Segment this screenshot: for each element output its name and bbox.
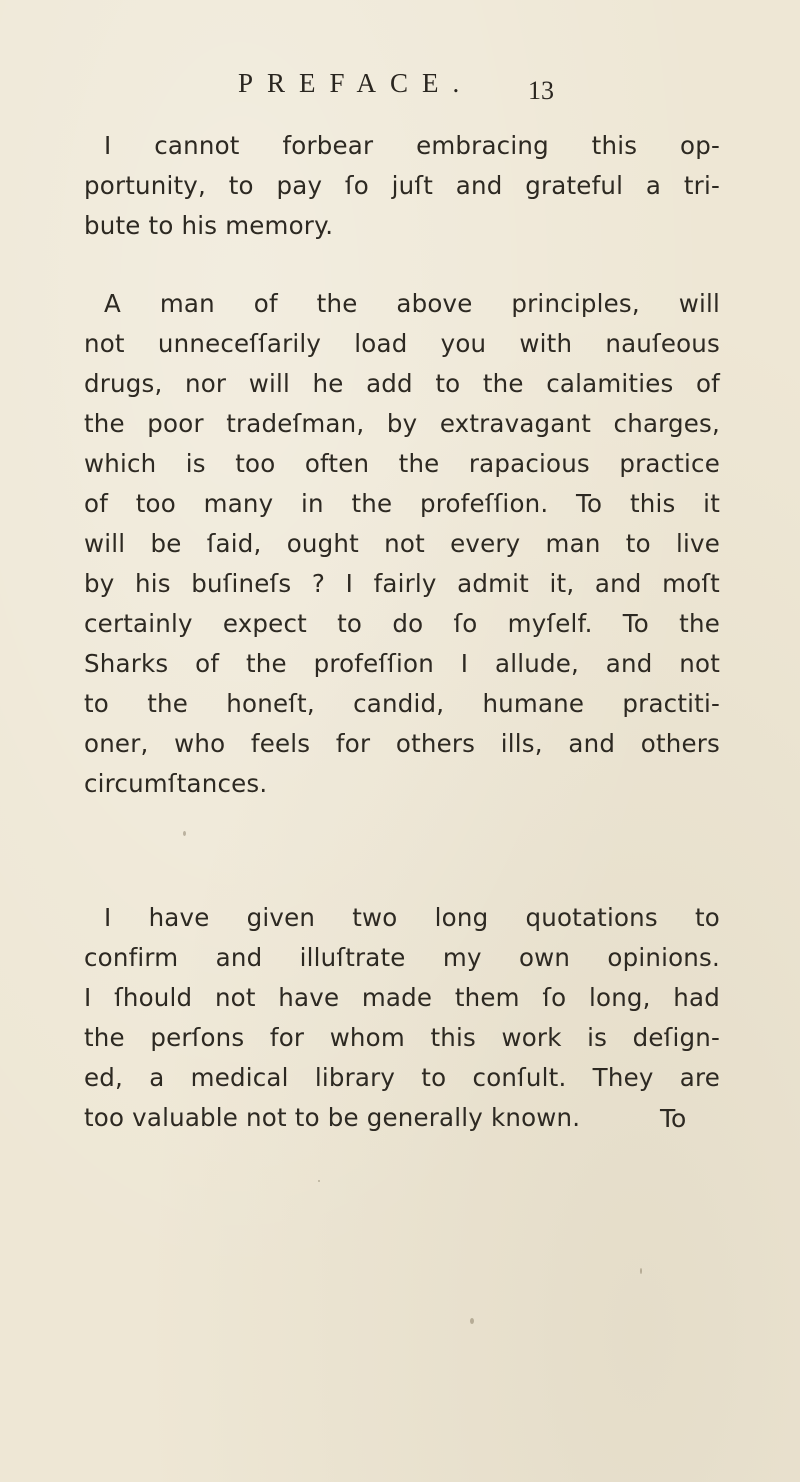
text-line: by his buſineſs ? I fairly admit it, and moſt (84, 569, 720, 598)
text-line: which is too often the rapacious practice (84, 449, 720, 478)
paper-speck (318, 1180, 320, 1182)
text-line: drugs, nor will he add to the calamities of (84, 369, 720, 398)
text-line: confirm and illuſtrate my own opinions. (84, 943, 720, 972)
text-line: I have given two long quotations to (104, 903, 720, 932)
paragraph-3 (84, 898, 720, 1138)
text-line: of too many in the profeſſion. To this it (84, 489, 720, 518)
text-line: A man of the above principles, will (104, 289, 720, 318)
page-number: 13 (528, 76, 554, 105)
text-line: to the honeſt, candid, humane practiti- (84, 689, 720, 718)
page-header (238, 68, 568, 112)
paper-speck (183, 831, 186, 836)
text-line: portunity, to pay ſo juſt and grateful a tri- (84, 171, 720, 200)
running-title: PREFACE. (238, 68, 474, 98)
text-line: oner, who feels for others ills, and others (84, 729, 720, 758)
paper-speck (470, 1318, 474, 1324)
text-line: Sharks of the profeſſion I allude, and not (84, 649, 720, 678)
text-line: ed, a medical library to conſult. They are (84, 1063, 720, 1092)
text-line: will be ſaid, ought not every man to live (84, 529, 720, 558)
catchword: To (660, 1104, 687, 1133)
text-line: the perſons for whom this work is deſign- (84, 1023, 720, 1052)
text-line: too valuable not to be generally known. (84, 1103, 581, 1132)
paper-speck (640, 1268, 642, 1274)
text-line: not unneceſſarily load you with nauſeous (84, 329, 720, 358)
text-line: circumſtances. (84, 769, 268, 798)
text-line: I cannot forbear embracing this op- (104, 131, 720, 160)
text-line: certainly expect to do ſo myſelf. To the (84, 609, 720, 638)
paragraph-2 (84, 284, 720, 804)
text-line: I ſhould not have made them ſo long, had (84, 983, 720, 1012)
text-line: bute to his memory. (84, 211, 334, 240)
paragraph-1 (84, 126, 720, 246)
text-line: the poor tradeſman, by extravagant charges, (84, 409, 720, 438)
